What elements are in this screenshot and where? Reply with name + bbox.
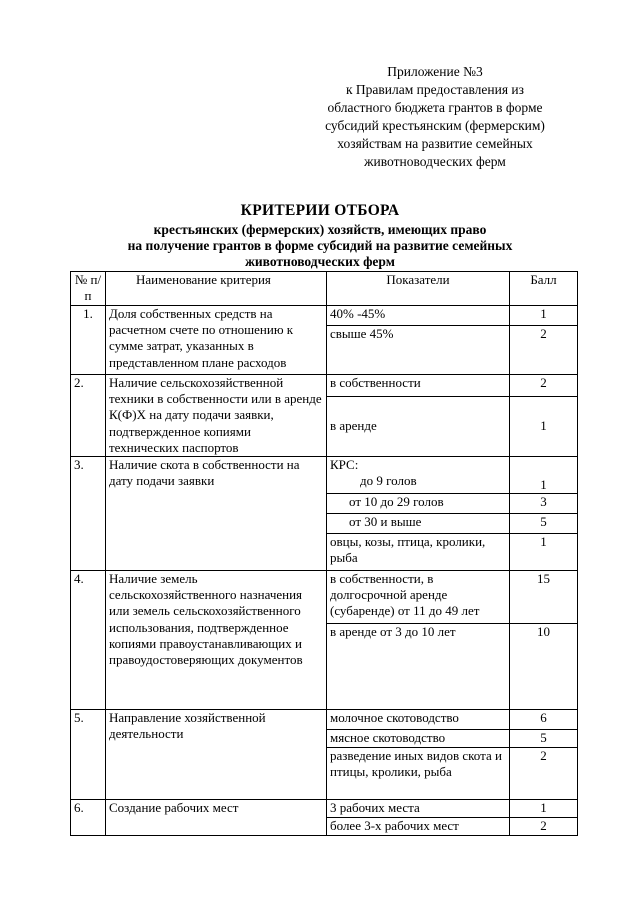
row-num: 3. bbox=[71, 457, 106, 571]
criterion-name: Наличие земель сельскохозяйственного назначения или земель сельскохозяйственного использования, подтвержденное копиями правоустанавливающих и правоудостоверяющих документов bbox=[106, 571, 327, 710]
score: 5 bbox=[510, 730, 578, 748]
appendix-line: животноводческих ферм bbox=[364, 154, 506, 169]
criterion-name: Доля собственных средств на расчетном счете по отношению к сумме затрат, указанных в представленном плане расходов bbox=[106, 306, 327, 375]
score: 2 bbox=[510, 748, 578, 800]
score: 1 bbox=[510, 800, 578, 818]
table-row bbox=[71, 710, 578, 730]
appendix-line: Приложение №3 bbox=[387, 64, 483, 79]
score: 15 bbox=[510, 571, 578, 624]
indicator: в собственности, в долгосрочной аренде (субаренде) от 11 до 49 лет bbox=[327, 571, 510, 624]
table-row bbox=[71, 375, 578, 397]
subtitle-line: крестьянских (фермерских) хозяйств, имеющих право bbox=[153, 222, 487, 237]
criteria-table bbox=[70, 271, 578, 836]
score: 10 bbox=[510, 624, 578, 710]
score: 1 bbox=[510, 397, 578, 457]
score: 1 bbox=[510, 306, 578, 326]
appendix-line: хозяйствам на развитие семейных bbox=[337, 136, 533, 151]
subtitle-line: на получение грантов в форме субсидий на развитие семейных bbox=[127, 238, 513, 253]
indicator: свыше 45% bbox=[327, 326, 510, 375]
score: 3 bbox=[510, 494, 578, 514]
indicator-item: до 9 голов bbox=[360, 473, 417, 489]
indicator: разведение иных видов скота и птицы, кролики, рыба bbox=[327, 748, 510, 800]
indicator: в собственности bbox=[327, 375, 510, 397]
appendix-line: областного бюджета грантов в форме bbox=[327, 100, 543, 115]
header-indicators: Показатели bbox=[327, 272, 510, 306]
subtitle-line: животноводческих ферм bbox=[245, 254, 395, 269]
indicator: овцы, козы, птица, кролики, рыба bbox=[327, 534, 510, 571]
indicator: молочное скотоводство bbox=[327, 710, 510, 730]
score: 5 bbox=[510, 514, 578, 534]
table-row bbox=[71, 457, 578, 494]
indicator: более 3-х рабочих мест bbox=[327, 818, 510, 836]
row-num: 4. bbox=[71, 571, 106, 710]
score: 6 bbox=[510, 710, 578, 730]
indicator: от 10 до 29 голов bbox=[327, 494, 510, 514]
indicator: 40% -45% bbox=[327, 306, 510, 326]
appendix-line: субсидий крестьянским (фермерским) bbox=[325, 118, 545, 133]
appendix-line: к Правилам предоставления из bbox=[346, 82, 524, 97]
table-row bbox=[71, 306, 578, 326]
criterion-name: Создание рабочих мест bbox=[106, 800, 327, 836]
indicator bbox=[327, 457, 510, 494]
indicator: 3 рабочих места bbox=[327, 800, 510, 818]
table-row bbox=[71, 800, 578, 818]
score: 2 bbox=[510, 818, 578, 836]
score: 2 bbox=[510, 375, 578, 397]
indicator: от 30 и выше bbox=[327, 514, 510, 534]
header-num: № п/п bbox=[71, 272, 106, 306]
table-row bbox=[71, 571, 578, 624]
score: 1 bbox=[510, 534, 578, 571]
row-num: 1. bbox=[71, 306, 106, 375]
document-subtitle bbox=[60, 222, 580, 270]
indicator: мясное скотоводство bbox=[327, 730, 510, 748]
row-num: 5. bbox=[71, 710, 106, 800]
table-header-row bbox=[71, 272, 578, 306]
criterion-name: Наличие скота в собственности на дату подачи заявки bbox=[106, 457, 327, 571]
indicator: в аренде bbox=[327, 397, 510, 457]
document-title: КРИТЕРИИ ОТБОРА bbox=[240, 202, 400, 219]
criterion-name: Направление хозяйственной деятельности bbox=[106, 710, 327, 800]
row-num: 2. bbox=[71, 375, 106, 457]
score: 1 bbox=[510, 457, 578, 494]
header-score: Балл bbox=[510, 272, 578, 306]
score: 2 bbox=[510, 326, 578, 375]
row-num: 6. bbox=[71, 800, 106, 836]
criterion-name: Наличие сельскохозяйственной техники в собственности или в аренде К(Ф)Х на дату подачи заявки, подтвержденное копиями технических паспортов bbox=[106, 375, 327, 457]
header-name: Наименование критерия bbox=[106, 272, 327, 306]
indicator: в аренде от 3 до 10 лет bbox=[327, 624, 510, 710]
indicator-group-label: КРС: bbox=[330, 457, 359, 473]
appendix-header bbox=[300, 63, 570, 171]
